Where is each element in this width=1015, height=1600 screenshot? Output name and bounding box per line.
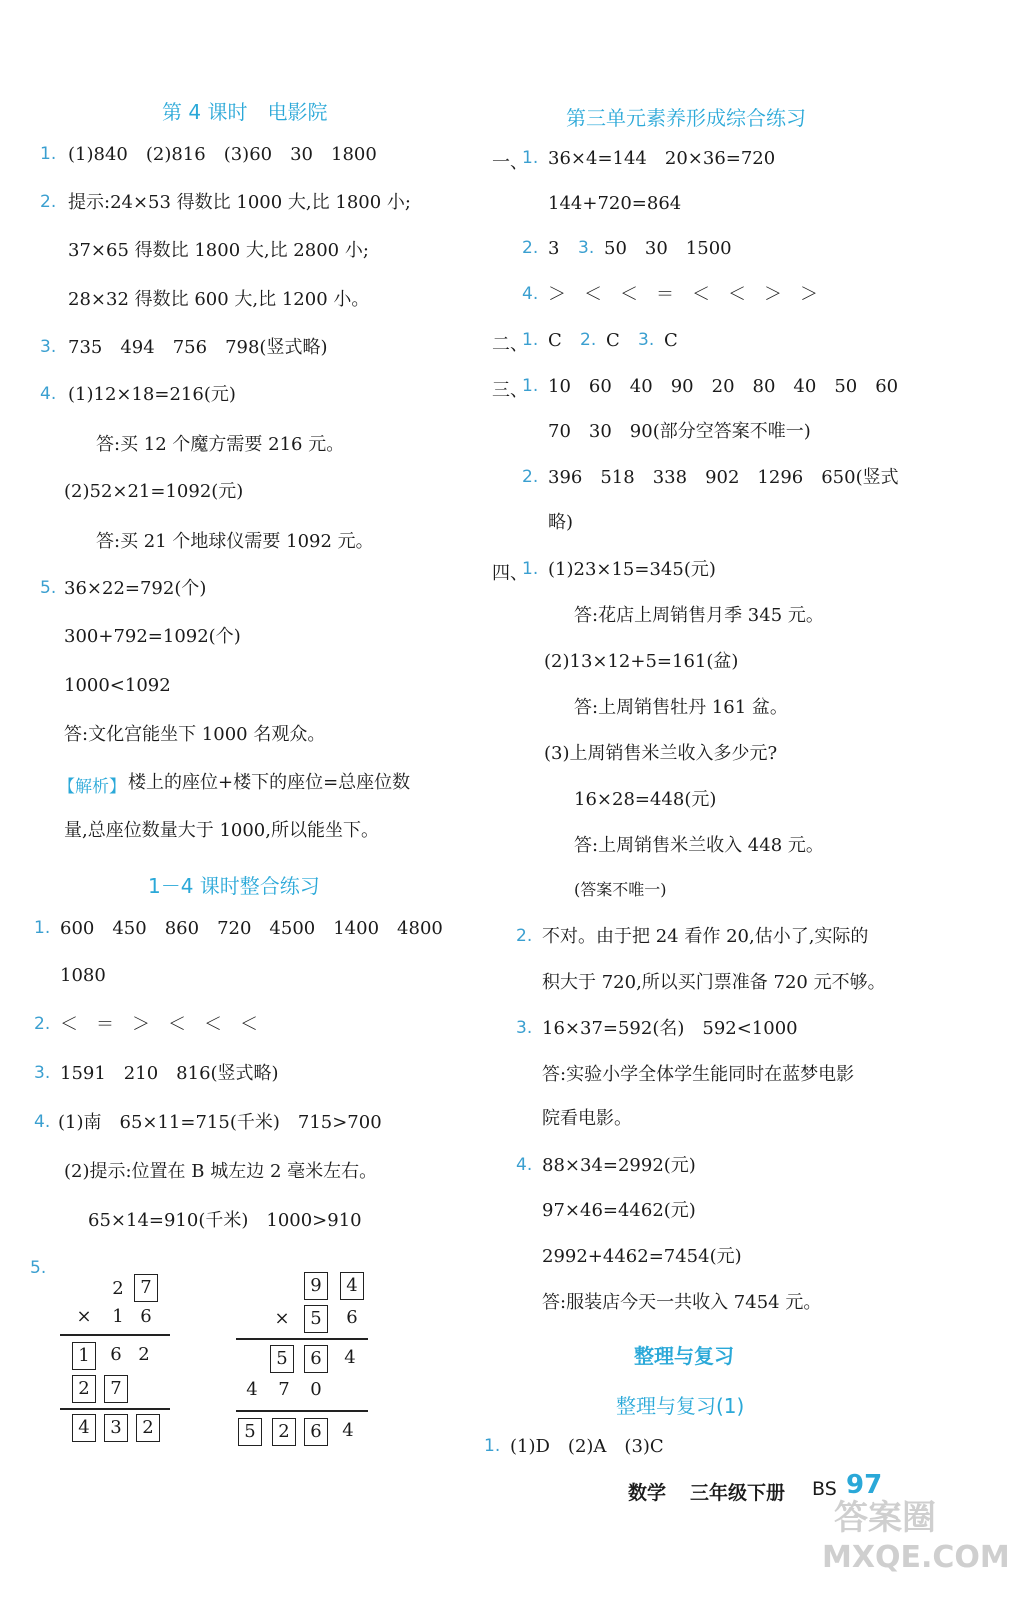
answer-text: 答:上周销售米兰收入 448 元。: [574, 835, 824, 856]
q-number: 1.: [484, 1436, 501, 1456]
answer-text: (3)上周销售米兰收入多少元?: [544, 743, 778, 764]
answer-text: 答:服装店今天一共收入 7454 元。: [542, 1292, 822, 1313]
digit-box: 7: [104, 1375, 128, 1403]
digit-box: 6: [304, 1345, 328, 1373]
q-number: 2.: [34, 1014, 51, 1034]
digit-box: 4: [340, 1272, 364, 1300]
q-number: 1.: [34, 918, 51, 938]
calc-rule: [236, 1338, 368, 1340]
q-number: 1.: [522, 559, 539, 579]
q-number: 4.: [40, 384, 57, 404]
q-number: 3.: [34, 1063, 51, 1083]
digit-box: 2: [136, 1414, 160, 1442]
digit-box: 2: [272, 1418, 296, 1446]
q-number: 5.: [30, 1258, 47, 1278]
answer-text: (1)D (2)A (3)C: [510, 1436, 664, 1457]
q-number: 4.: [34, 1112, 51, 1132]
review-title: 整理与复习: [634, 1344, 734, 1368]
answer-text: 答:买 12 个魔方需要 216 元。: [96, 434, 345, 455]
answer-text: ＞ ＜ ＜ ＝ ＜ ＜ ＞ ＞: [548, 284, 818, 305]
digit: 6: [140, 1306, 152, 1327]
q-number: 3.: [638, 330, 655, 350]
digit-box: 5: [238, 1418, 262, 1446]
q-number: 1.: [522, 148, 539, 168]
answer-text: 1080: [60, 965, 106, 986]
digit: 4: [342, 1420, 354, 1441]
answer-text: 10 60 40 90 20 80 40 50 60: [548, 376, 899, 397]
analysis-text: 量,总座位数量大于 1000,所以能坐下。: [64, 820, 379, 841]
answer-text: (2)13×12+5=161(盆): [544, 651, 739, 672]
answer-text: 735 494 756 798(竖式略): [68, 337, 328, 358]
q-number: 2.: [522, 238, 539, 258]
watermark-url: MXQE.COM: [822, 1540, 1010, 1575]
answer-text: C: [606, 330, 620, 351]
digit: 4: [344, 1347, 356, 1368]
answer-text: 提示:24×53 得数比 1000 大,比 1800 小;: [68, 192, 411, 213]
q-number: 2.: [522, 467, 539, 487]
digit-box: 7: [134, 1274, 158, 1302]
answer-text: 略): [548, 512, 574, 533]
page-number: 97: [846, 1470, 883, 1500]
answer-text: 答:买 21 个地球仪需要 1092 元。: [96, 531, 374, 552]
q-number: 1.: [522, 376, 539, 396]
digit: 7: [278, 1379, 290, 1400]
watermark-text: 答案圈: [834, 1498, 936, 1538]
answer-text: 院看电影。: [542, 1108, 632, 1129]
answer-text: 36×4=144 20×36=720: [548, 148, 776, 169]
digit-box: 5: [304, 1305, 328, 1333]
answer-text: 1591 210 816(竖式略): [60, 1063, 279, 1084]
answer-text: 答:花店上周销售月季 345 元。: [574, 605, 824, 626]
q-number: 2.: [40, 192, 57, 212]
answer-text: ＜ ＝ ＞ ＜ ＜ ＜: [60, 1014, 258, 1035]
digit: 6: [110, 1344, 122, 1365]
answer-text: 97×46=4462(元): [542, 1200, 696, 1221]
unit3-title: 第三单元素养形成综合练习: [566, 106, 806, 130]
answer-text: 积大于 720,所以买门票准备 720 元不够。: [542, 972, 886, 993]
q-number: 1.: [40, 144, 57, 164]
q-number: 2.: [516, 926, 533, 946]
times-sign: ×: [76, 1306, 92, 1327]
answer-text: 50 30 1500: [604, 238, 732, 259]
answer-text: 2992+4462=7454(元): [542, 1246, 742, 1267]
answer-text: (2)提示:位置在 B 城左边 2 毫米左右。: [64, 1161, 378, 1182]
times-sign: ×: [274, 1308, 290, 1329]
calc-rule: [236, 1410, 368, 1412]
answer-text: C: [548, 330, 562, 351]
digit: 1: [112, 1306, 124, 1327]
answer-text: 16×28=448(元): [574, 789, 717, 810]
q-number: 1.: [522, 330, 539, 350]
section-label: 三、: [492, 380, 528, 401]
answer-text: 300+792=1092(个): [64, 626, 241, 647]
digit: 2: [112, 1278, 124, 1299]
footer-grade: 三年级下册: [690, 1482, 786, 1504]
footer-subject: 数学: [628, 1482, 667, 1504]
digit-box: 4: [72, 1414, 96, 1442]
digit: 4: [246, 1379, 258, 1400]
q-number: 5.: [40, 578, 57, 598]
answer-text: 16×37=592(名) 592<1000: [542, 1018, 798, 1039]
q-number: 4.: [516, 1155, 533, 1175]
answer-text: (2)52×21=1092(元): [64, 481, 244, 502]
section-label: 四、: [492, 563, 528, 584]
digit: 0: [310, 1379, 322, 1400]
answer-text: 144+720=864: [548, 193, 682, 214]
answer-text: 不对。由于把 24 看作 20,估小了,实际的: [542, 926, 869, 947]
answer-text: 答:文化宫能坐下 1000 名观众。: [64, 724, 326, 745]
analysis-tag: 【解析】: [58, 777, 126, 797]
q-number: 3.: [578, 238, 595, 258]
calc-rule: [60, 1408, 170, 1410]
digit: 6: [346, 1307, 358, 1328]
section-label: 二、: [492, 334, 528, 355]
q-number: 3.: [516, 1018, 533, 1038]
lesson4-title: 第 4 课时 电影院: [162, 100, 328, 124]
review-subtitle: 整理与复习(1): [616, 1394, 745, 1418]
digit-box: 6: [304, 1418, 328, 1446]
q-number: 3.: [40, 337, 57, 357]
answer-text: 36×22=792(个): [64, 578, 207, 599]
digit-box: 5: [270, 1345, 294, 1373]
answer-text: 答:上周销售牡丹 161 盆。: [574, 697, 788, 718]
digit-box: 9: [304, 1272, 328, 1300]
answer-text: 28×32 得数比 600 大,比 1200 小。: [68, 289, 370, 310]
answer-text: (1)12×18=216(元): [68, 384, 236, 405]
answer-text: 396 518 338 902 1296 650(竖式: [548, 467, 899, 488]
answer-text: 600 450 860 720 4500 1400 4800: [60, 918, 443, 939]
footer-edition: BS: [812, 1478, 837, 1500]
answer-text: (1)23×15=345(元): [548, 559, 716, 580]
section-label: 一、: [492, 152, 528, 173]
q-number: 2.: [580, 330, 597, 350]
answer-text: C: [664, 330, 678, 351]
answer-text: 3: [548, 238, 560, 259]
answer-text: 1000<1092: [64, 675, 171, 696]
review14-title: 1－4 课时整合练习: [148, 874, 320, 898]
answer-text: 70 30 90(部分空答案不唯一): [548, 421, 811, 442]
answer-text: (1)840 (2)816 (3)60 30 1800: [68, 144, 377, 165]
answer-text: (1)南 65×11=715(千米) 715>700: [58, 1112, 382, 1133]
answer-text: 答:实验小学全体学生能同时在蓝梦电影: [542, 1064, 855, 1085]
digit: 2: [138, 1344, 150, 1365]
digit-box: 1: [72, 1342, 96, 1370]
digit-box: 2: [72, 1375, 96, 1403]
q-number: 4.: [522, 284, 539, 304]
analysis-text: 楼上的座位+楼下的座位=总座位数: [128, 772, 411, 793]
answer-text: 65×14=910(千米) 1000>910: [88, 1210, 362, 1231]
answer-text: 88×34=2992(元): [542, 1155, 696, 1176]
answer-text: 37×65 得数比 1800 大,比 2800 小;: [68, 240, 369, 261]
answer-text: (答案不唯一): [574, 880, 667, 899]
digit-box: 3: [104, 1414, 128, 1442]
calc-rule: [60, 1334, 170, 1336]
